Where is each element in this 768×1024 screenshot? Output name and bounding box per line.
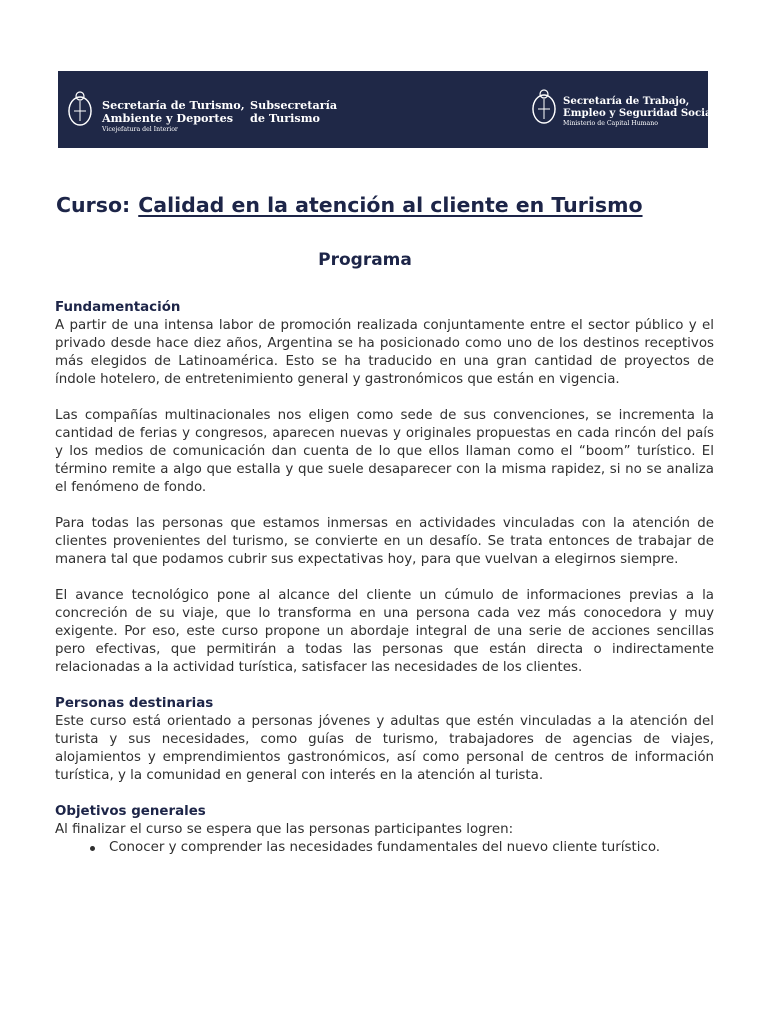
paragraph: El avance tecnológico pone al alcance del cliente un cúmulo de informaciones previas a la concreción de su viaje, que lo transforma en una persona cada vez más conocedora y muy exigente. Por eso, este curso propone un abordaje integral de una serie de acciones sencillas pero efectivas, que permitirán a todas las personas que están directa o indirectamente relacionadas a la actividad turística, satisfacer las necesidades de los clientes. <box>55 588 714 675</box>
document-body <box>55 299 714 857</box>
paragraph: Las compañías multinacionales nos eligen como sede de sus convenciones, se incrementa la cantidad de ferias y congresos, aparecen nuevas y originales propuestas en cada rincón del país y los medios de comunicación dan cuenta de lo que ellos llaman como el “boom” turístico. El término remite a algo que estalla y que suele desaparecer con la misma rapidez, si no se analiza el fenómeno de fondo. <box>55 408 714 495</box>
subsecretaria-turismo-label: Subsecretaría de Turismo <box>250 98 338 125</box>
header-banner <box>58 71 716 148</box>
objectives-intro: Al finalizar el curso se espera que las personas participantes logren: <box>55 822 514 837</box>
paragraph: A partir de una intensa labor de promoción realizada conjuntamente entre el sector público y el privado desde hace diez años, Argentina se ha posicionado como uno de los destinos receptivos más elegidos de Latinoamérica. Esto se ha traducido en una gran cantidad de proyectos de índole hotelero, de entretenimiento general y gastronómicos que están en vigencia. <box>55 318 714 387</box>
paragraph: Para todas las personas que estamos inmersas en actividades vinculadas con la atención de clientes provenientes del turismo, se convierte en un desafío. Se trata entonces de trabajar de manera tal que podamos cubrir sus expectativas hoy, para que vuelvan a elegirnos siempre. <box>55 516 714 567</box>
list-item: Conocer y comprender las necesidades fundamentales del nuevo cliente turístico. <box>109 839 714 857</box>
course-name: Calidad en la atención al cliente en Turismo <box>138 193 643 217</box>
page-title <box>56 193 716 217</box>
section-heading-fundamentacion: Fundamentación <box>55 300 181 315</box>
title-prefix: Curso: <box>56 193 131 217</box>
argentina-seal-icon <box>66 87 94 131</box>
argentina-seal-icon <box>530 85 558 129</box>
section-heading-destinatarias: Personas destinarias <box>55 696 214 711</box>
secretaria-turismo-label: Secretaría de Turismo, Ambiente y Deportes Vicejefatura del Interior <box>102 98 245 133</box>
section-heading-objetivos: Objetivos generales <box>55 804 206 819</box>
secretaria-trabajo-label: Secretaría de Trabajo, Empleo y Seguridad Social Ministerio de Capital Humano <box>563 95 716 127</box>
paragraph: Este curso está orientado a personas jóvenes y adultas que estén vinculadas a la atención del turista y sus necesidades, como guías de turismo, trabajadores de agencias de viajes, alojamientos y emprendimientos gastronómicos, así como personal de centros de información turística, y la comunidad en general con interés en la atención al turista. <box>55 714 714 783</box>
objectives-list <box>55 839 714 857</box>
program-heading: Programa <box>318 250 412 270</box>
